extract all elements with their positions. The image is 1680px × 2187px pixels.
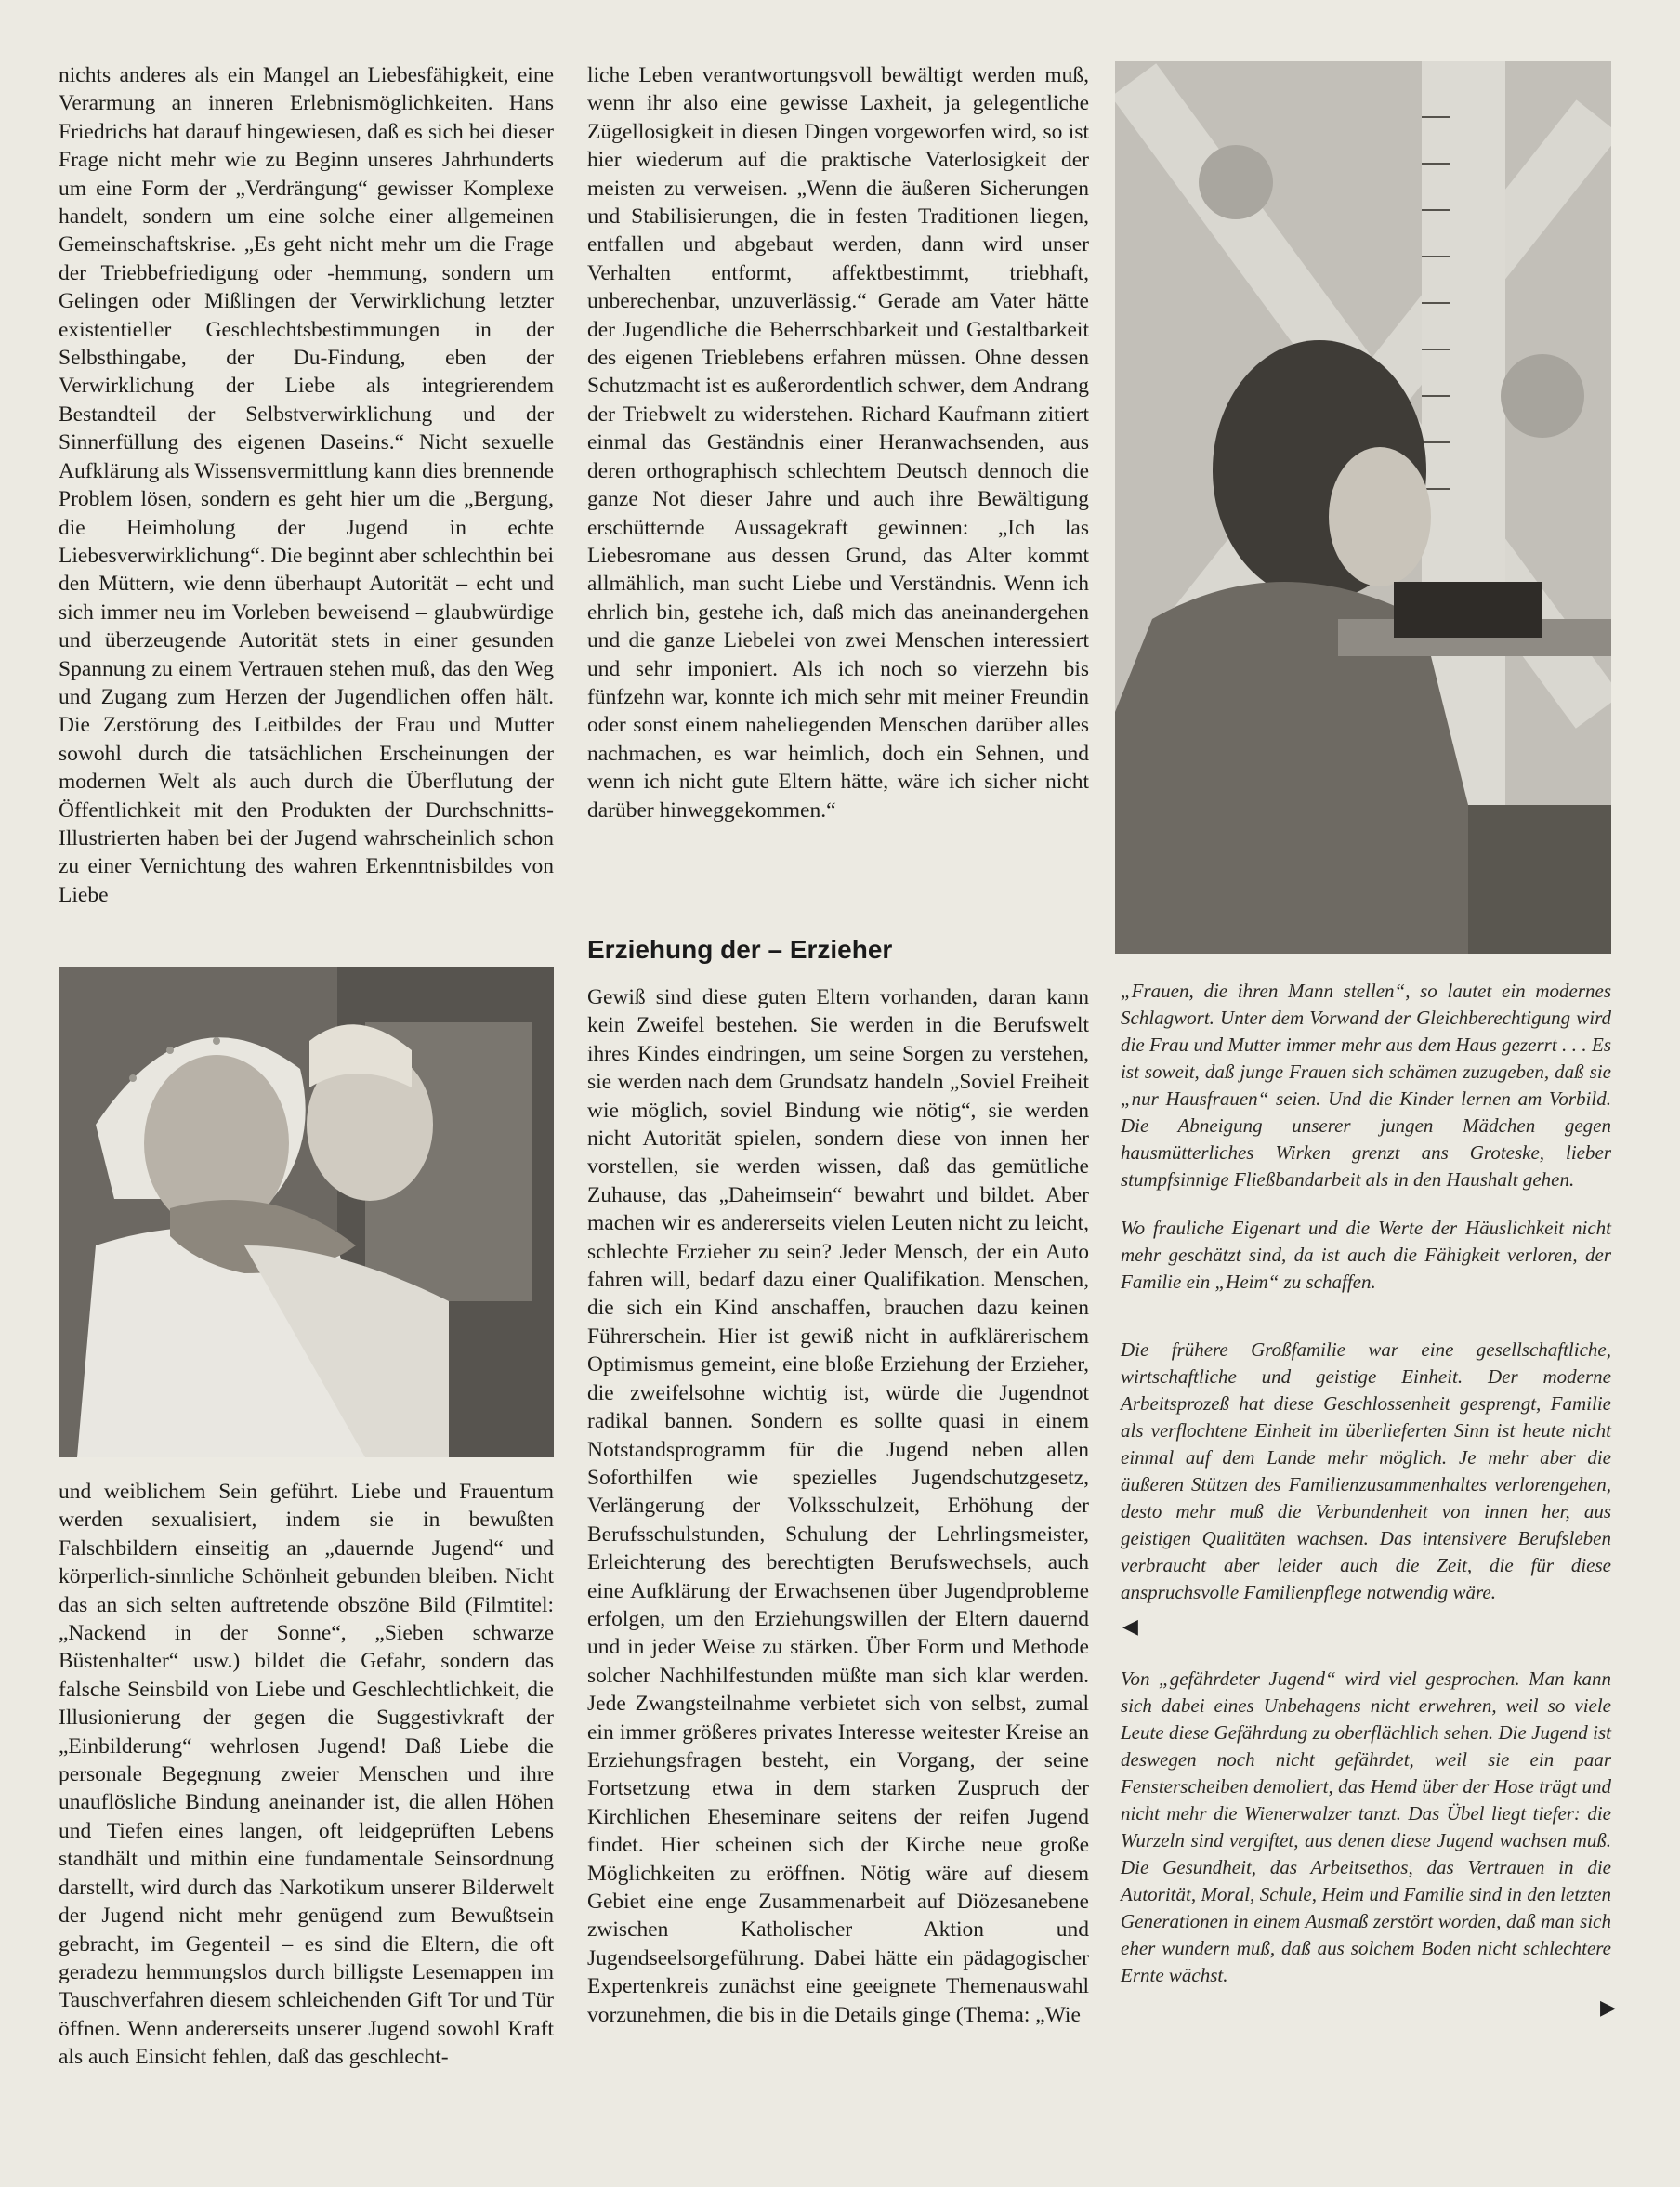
lab-worker-illustration [1115, 61, 1611, 954]
photo-caption [1121, 1215, 1611, 1296]
caption-text: Von „gefährdeter Jugend“ wird viel gesprochen. Man kann sich dabei eines Unbehagens nicht erwehren, weil so viele Leute diese Gefährdung zu oberflächlich sehen. Die Jugend ist deswegen noch nicht gefährdet, weil sie ein paar Fensterscheiben demoliert, das Hemd über der Hose trägt und nicht mehr die Wienerwalzer tanzt. Das Übel liegt tiefer: die Wurzeln sind vergiftet, aus denen diese Jugend wachsen muß. Die Gesundheit, das Arbeitsethos, das Vertrauen in die Autorität, Moral, Schule, Heim und Familie sind in den letzten Generationen in einem Ausmaß zerstört worden, daß man sich eher wundern muß, daß aus solchem Boden nicht schlechtere Ernte wächst. [1121, 1667, 1611, 1986]
body-text: Gewiß sind diese guten Eltern vorhanden, daran kann kein Zweifel bestehen. Sie werden in die Berufswelt ihres Kindes eindringen, um seine Sorgen zu verstehen, sie werden nach dem Grundsatz handeln „Soviel Freiheit wie möglich, soviel Bindung wie nötig“, sie werden nicht Autorität spielen, sondern diese von innen her vorstellen, sie werden wissen, daß das gemütliche Zuhause, das „Daheimsein“ bewahrt und bildet. Aber machen wir es andererseits vielen Leuten nicht zu leicht, schlechte Erzieher zu sein? Jeder Mensch, der ein Auto fahren will, bedarf dazu einer Qualifikation. Menschen, die sich ein Kind anschaffen, brauchen dazu keinen Führerschein. Hier ist gewiß nicht in aufklärerischem Optimismus gemeint, eine bloße Erziehung der Erzieher, die zweifelsohne wichtig ist, würde die Jugendnot radikal bannen. Sondern es sollte quasi in einem Notstandsprogramm für die Jugend neben allen Soforthilfen wie spezielles Jugendschutzgesetz, Verlängerung der Volksschulzeit, Erhöhung der Berufsschulstunden, Schulung der Lehrlingsmeister, Erleichterung des berechtigten Berufswechsels, auch eine Aufklärung der Erwachsenen über Jugendprobleme erfolgen, um den Erziehungswillen der Eltern dauernd und in jeder Weise zu stärken. Über Form und Methode solcher Nachhilfestunden müßte man sich klar werden. Jede Zwangsteilnahme verbietet sich von selbst, zumal ein immer größeres privates Interesse weitester Kreise an Erziehungsfragen besteht, ein Vorgang, der seine Fortsetzung etwa in dem starken Zuspruch der Kirchlichen Eheseminare seitens der reifen Jugend findet. Hier scheinen sich der Kirche neue große Möglichkeiten zu eröffnen. Nötig wäre auf diesem Gebiet eine enge Zusammenarbeit auf Diözesanebene zwischen Katholischer Aktion und Jugendseelsorgeführung. Dabei hätte ein pädagogischer Expertenkreis zunächst eine geeignete Themenauswahl vorzunehmen, die bis in die Details ginge (Thema: „Wie [587, 985, 1089, 2027]
column-1-top [59, 61, 554, 909]
caption-text: Die frühere Großfamilie war eine gesellschaftliche, wirtschaftliche und geistige Einheit. Der moderne Arbeitsprozeß hat diese Geschlossenheit gesprengt, Familie als verflochtene Einheit im überlieferten Sinn ist heute nicht einmal auf dem Lande mehr möglich. Je mehr aber die äußeren Stützen des Familienzusammenhaltes verlorengehen, desto mehr muß die Verbundenheit von innen her, aus geistigen Qualitäten wachsen. Das intensivere Berufsleben verbraucht aber leider auch die Zeit, die für diese anspruchsvolle Familienpflege notwendig wäre. [1121, 1338, 1611, 1603]
body-text: nichts anderes als ein Mangel an Liebesfähigkeit, eine Verarmung an inneren Erlebnismöglichkeiten. Hans Friedrichs hat darauf hingewiesen, daß es sich bei dieser Frage nicht mehr wie zu Beginn unseres Jahrhunderts um eine Form der „Verdrängung“ gewisser Komplexe handelt, sondern um eine solche einer allgemeinen Gemeinschaftskrise. „Es geht nicht mehr um die Frage der Triebbefriedigung oder -hemmung, sondern um Gelingen oder Mißlingen der Verwirklichung letzter existentieller Geschlechtsbestimmungen in der Selbsthingabe, der Du-Findung, eben der Verwirklichung der Liebe als integrierendem Bestandteil der Selbstverwirklichung und der Sinnerfüllung des eigenen Daseins.“ Nicht sexuelle Aufklärung als Wissensvermittlung kann dies brennende Problem lösen, sondern es geht hier um die „Bergung, die Heimholung der Jugend in echte Liebesverwirklichung“. Die beginnt aber schlechthin bei den Müttern, wie denn überhaupt Autorität – echt und sich immer neu im Vorleben beweisend – glaubwürdige und überzeugende Autorität stets in einer gesunden Spannung zu einem Vertrauen stehen muß, das den Weg und Zugang zum Herzen der Jugendlichen offen hält. Die Zerstörung des Leitbildes der Frau und Mutter sowohl durch die tatsächlichen Erscheinungen der modernen Welt als auch durch die Überflutung der Öffentlichkeit mit den Produkten der Durchschnitts-Illustrierten haben bei der Jugend wahrscheinlich schon zu einer Vernichtung des wahren Erkenntnisbildes von Liebe [59, 63, 554, 907]
arrow-right-icon: ▶ [1600, 1996, 1616, 2020]
mother-child-illustration [59, 967, 554, 1457]
photo-caption [1121, 1666, 1611, 1989]
section-heading: Erziehung der – Erzieher [587, 935, 893, 964]
column-2-top [587, 61, 1089, 824]
column-1-bottom [59, 1478, 554, 2072]
body-text: und weiblichem Sein geführt. Liebe und Frauentum werden sexualisiert, indem sie in bewußten Falschbildern einseitig an „dauernde Jugend“ und körperlich-sinnliche Schönheit gebunden bleiben. Nicht das an sich selten auftretende obszöne Bild (Filmtitel: „Nackend in der Sonne“, „Sieben schwarze Büstenhalter“ usw.) bildet die Gefahr, sondern das falsche Seinsbild von Liebe und Geschlechtlichkeit, die Illusionierung der gegen die Suggestivkraft der „Einbilderung“ wehrlosen Jugend! Daß Liebe die personale Begegnung zweier Menschen und ihre unauflösliche Bindung aneinander ist, die allen Höhen und Tiefen eines langen, oft leidgeprüften Lebens standhält und mithin eine fundamentale Seinsordnung darstellt, wird durch das Narkotikum unserer Bilderwelt der Jugend nicht mehr genügend zum Bewußtsein gebracht, im Gegenteil – es sind die Eltern, die oft geradezu hemmungslos durch billigste Lesemappen im Tauschverfahren diesem schleichenden Gift Tor und Tür öffnen. Wenn andererseits unserer Jugend sowohl Kraft als auch Einsicht fehlen, daß das geschlecht- [59, 1480, 554, 2070]
column-2-bottom [587, 983, 1089, 2029]
caption-text: „Frauen, die ihren Mann stellen“, so lautet ein modernes Schlagwort. Unter dem Vorwand der Gleichberechtigung wird die Frau und Mutter immer mehr aus dem Haus gezerrt . . . Es ist soweit, daß junge Frauen sich schämen zuzugeben, daß sie „nur Hausfrauen“ seien. Und die Kinder lernen am Vorbild. Die Abneigung unserer jungen Mädchen gegen hausmütterliches Wirken grenzt ans Groteske, lieber stumpfsinnige Fließbandarbeit als in den Haushalt gehen. [1121, 980, 1611, 1191]
body-text: liche Leben verantwortungsvoll bewältigt werden muß, wenn ihr also eine gewisse Laxheit, ja gelegentliche Zügellosigkeit in diesen Dingen vorgeworfen wird, so ist hier wiederum auf die praktische Vaterlosigkeit der meisten zu verweisen. „Wenn die äußeren Sicherungen und Stabilisierungen, die in festen Traditionen liegen, entfallen und abgebaut werden, dann wird unser Verhalten entformt, affektbestimmt, triebhaft, unberechenbar, unzuverlässig.“ Gerade am Vater hätte der Jugendliche die Beherrschbarkeit und Gestaltbarkeit des eigenen Trieblebens erfahren müssen. Ohne dessen Schutzmacht ist es außerordentlich schwer, dem Andrang der Triebwelt zu widerstehen. Richard Kaufmann zitiert einmal das Geständnis einer Heranwachsenden, aus deren orthographisch schlechtem Deutsch dennoch die ganze Not dieser Jahre und auch ihre Bewältigung erschütternde Aussagekraft gewinnen: „Ich las Liebesromane aus dessen Grund, das Alter kommt allmählich, man sucht Liebe und Verständnis. Wenn ich ehrlich bin, gestehe ich, daß mich das aneinandergehen und die ganze Liebelei von zwei Menschen interessiert und sehr imponiert. Als ich noch so vierzehn bis fünfzehn war, konnte ich mich sehr mit meiner Freundin oder sonst einem naheliegenden Menschen darüber alles nachmachen, es war heimlich, doch ein Sehnen, und wenn ich nicht gute Eltern hätte, wäre ich sicher nicht darüber hinweggekommen.“ [587, 63, 1089, 823]
mother-child-photo [59, 967, 554, 1457]
lab-worker-photo [1115, 61, 1611, 954]
caption-text: Wo frauliche Eigenart und die Werte der Häuslichkeit nicht mehr geschätzt sind, da ist auch die Fähigkeit verloren, der Familie ein „Heim“ zu schaffen. [1121, 1217, 1611, 1293]
photo-caption [1121, 1337, 1611, 1606]
photo-caption [1121, 978, 1611, 1193]
arrow-left-icon: ◀ [1122, 1615, 1138, 1639]
